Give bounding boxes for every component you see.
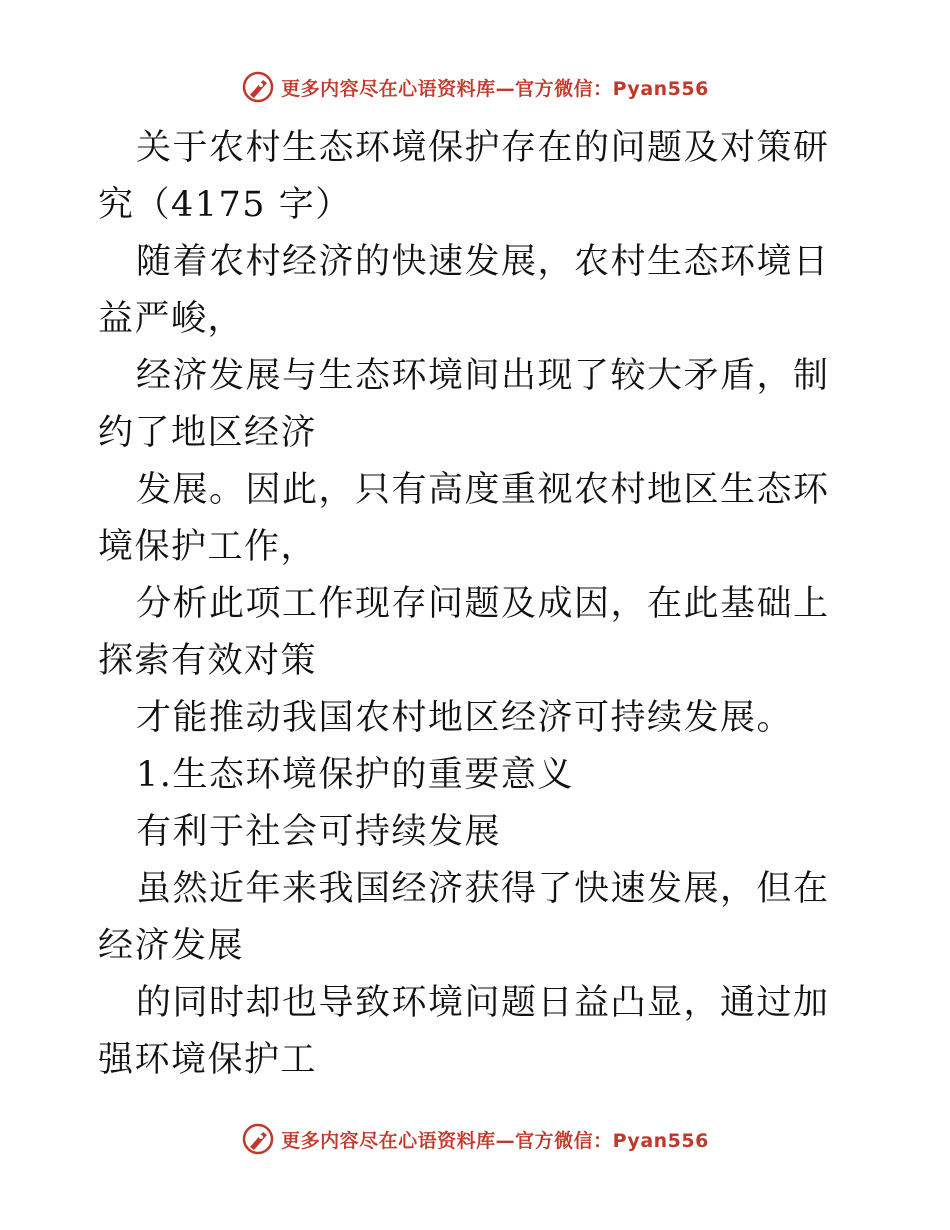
paragraph: 分析此项工作现存问题及成因，在此基础上探索有效对策	[98, 584, 830, 681]
watermark-text: 更多内容尽在心语资料库—官方微信：Pyan556	[281, 77, 709, 100]
paragraph: 经济发展与生态环境间出现了较大矛盾，制约了地区经济	[98, 356, 830, 453]
paragraph: 的同时却也导致环境问题日益凸显，通过加强环境保护工	[98, 983, 830, 1080]
section-heading: 1.生态环境保护的重要意义	[136, 755, 574, 795]
pen-nib-logo-icon	[241, 70, 275, 104]
document-title: 关于农村生态环境保护存在的问题及对策研究（4175 字）	[98, 128, 830, 225]
subsection-heading: 有利于社会可持续发展	[136, 812, 502, 852]
paragraph: 随着农村经济的快速发展，农村生态环境日益严峻，	[98, 242, 830, 339]
watermark-text: 更多内容尽在心语资料库—官方微信：Pyan556	[281, 1129, 709, 1152]
top-watermark	[0, 70, 950, 104]
bottom-watermark	[0, 1122, 950, 1156]
paragraph: 虽然近年来我国经济获得了快速发展，但在经济发展	[98, 869, 830, 966]
paragraph: 发展。因此，只有高度重视农村地区生态环境保护工作，	[98, 470, 830, 567]
paragraph: 才能推动我国农村地区经济可持续发展。	[136, 698, 794, 738]
document-body	[98, 120, 853, 1089]
pen-nib-logo-icon	[241, 1122, 275, 1156]
